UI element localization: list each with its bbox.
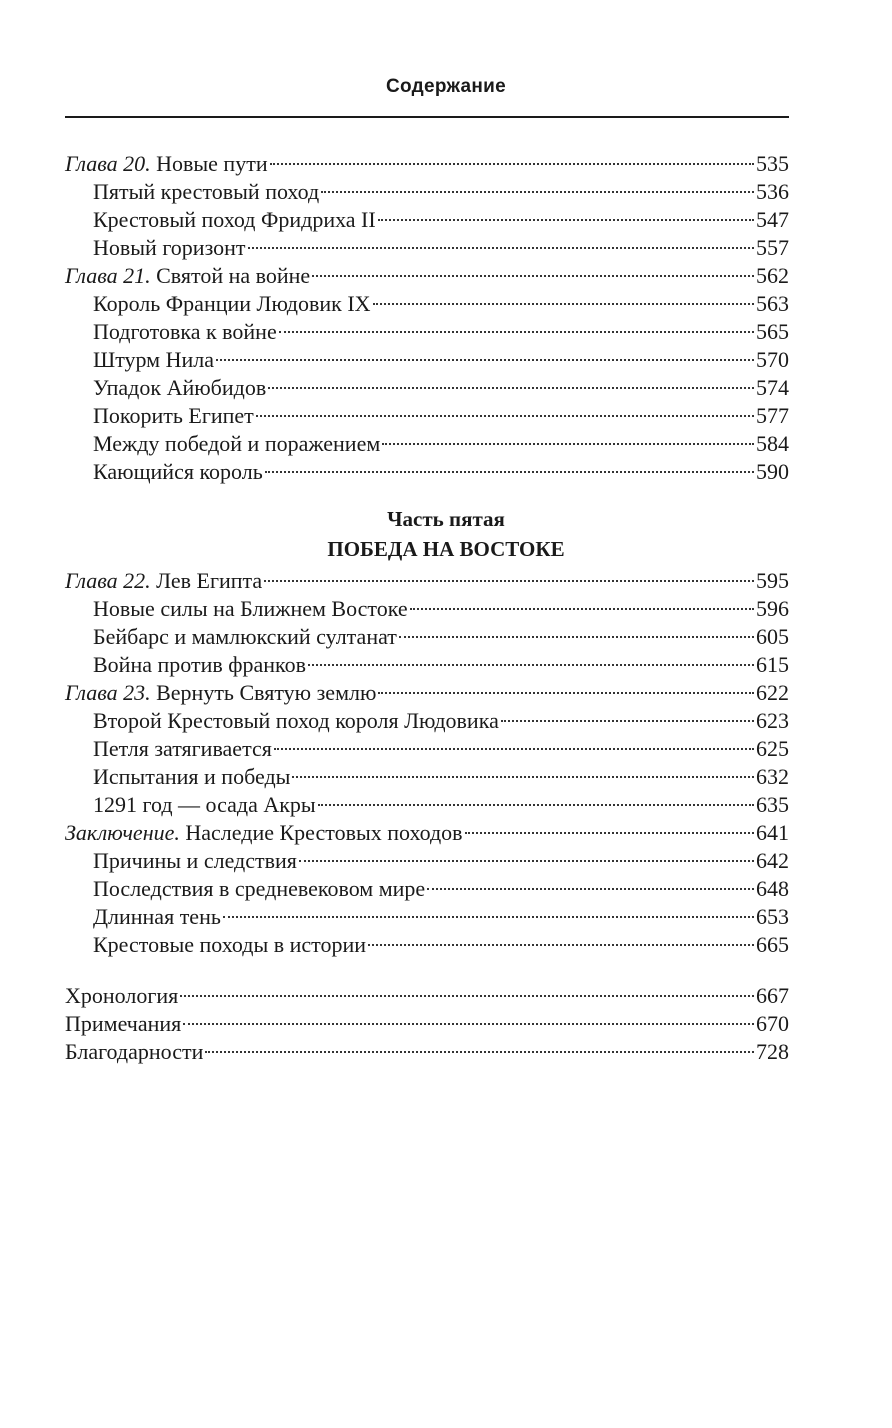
toc-entry-title bbox=[93, 931, 366, 959]
toc-entry-title bbox=[65, 679, 376, 707]
toc-entry[interactable] bbox=[65, 234, 789, 262]
toc-entry-text: Причины и следствия bbox=[93, 848, 297, 873]
toc-entry[interactable] bbox=[65, 595, 789, 623]
toc-entry[interactable] bbox=[65, 763, 789, 791]
toc-entry-title bbox=[93, 402, 254, 430]
toc-entry-text: 1291 год — осада Акры bbox=[93, 792, 316, 817]
toc-entry-title bbox=[65, 262, 310, 290]
dot-leader bbox=[308, 664, 754, 666]
toc-entry[interactable] bbox=[65, 346, 789, 374]
toc-chapter-entry[interactable] bbox=[65, 262, 789, 290]
toc-entry[interactable] bbox=[65, 206, 789, 234]
toc-entry-title bbox=[93, 875, 425, 903]
toc-entry-title bbox=[93, 791, 316, 819]
dot-leader bbox=[378, 692, 754, 694]
toc-entry[interactable] bbox=[65, 1038, 789, 1066]
toc-page-number: 665 bbox=[756, 932, 789, 957]
toc-section-1 bbox=[65, 150, 789, 486]
toc-entry-title bbox=[93, 318, 277, 346]
toc-entry-text: Вернуть Святую землю bbox=[156, 680, 377, 705]
toc-page-number: 536 bbox=[756, 179, 789, 204]
toc-entry-text: Между победой и поражением bbox=[93, 431, 381, 456]
toc-entry-title bbox=[93, 735, 272, 763]
dot-leader bbox=[382, 443, 754, 445]
toc-entry-text: Король Франции Людовик IX bbox=[93, 291, 371, 316]
toc-entry-text: Примечания bbox=[65, 1011, 182, 1036]
toc-page-number: 590 bbox=[756, 459, 789, 484]
toc-entry-text: Последствия в средневековом мире bbox=[93, 876, 426, 901]
toc-page-number: 728 bbox=[756, 1039, 789, 1064]
toc-page-number: 570 bbox=[756, 347, 789, 372]
dot-leader bbox=[274, 748, 754, 750]
toc-entry-text: Подготовка к войне bbox=[93, 319, 277, 344]
toc-entry[interactable] bbox=[65, 735, 789, 763]
toc-page-number: 648 bbox=[756, 876, 789, 901]
toc-entry[interactable] bbox=[65, 458, 789, 486]
toc-entry-text: Штурм Нила bbox=[93, 347, 215, 372]
toc-page-number: 577 bbox=[756, 403, 789, 428]
toc-entry[interactable] bbox=[65, 374, 789, 402]
toc-entry[interactable] bbox=[65, 791, 789, 819]
toc-entry[interactable] bbox=[65, 707, 789, 735]
toc-entry-title bbox=[93, 430, 380, 458]
toc-entry-text: Испытания и победы bbox=[93, 764, 291, 789]
toc-page-number: 557 bbox=[756, 235, 789, 260]
dot-leader bbox=[264, 580, 754, 582]
toc-chapter-entry[interactable] bbox=[65, 150, 789, 178]
dot-leader bbox=[270, 163, 754, 165]
dot-leader bbox=[501, 720, 754, 722]
dot-leader bbox=[292, 776, 754, 778]
toc-page-number: 642 bbox=[756, 848, 789, 873]
toc-entry-title bbox=[65, 567, 262, 595]
toc-entry-text: Второй Крестовый поход короля Людовика bbox=[93, 708, 499, 733]
toc-entry-text: Покорить Египет bbox=[93, 403, 254, 428]
toc-entry-prefix: Заключение. bbox=[65, 820, 180, 845]
toc-page-number: 565 bbox=[756, 319, 789, 344]
toc-page-number: 562 bbox=[756, 263, 789, 288]
toc-page-number: 625 bbox=[756, 736, 789, 761]
toc-entry-text: Кающийся король bbox=[93, 459, 263, 484]
header-rule bbox=[65, 116, 789, 118]
toc-entry-title bbox=[93, 903, 221, 931]
dot-leader bbox=[318, 804, 754, 806]
toc-page-number: 535 bbox=[756, 151, 789, 176]
toc-page-number: 595 bbox=[756, 568, 789, 593]
dot-leader bbox=[465, 832, 754, 834]
toc-entry[interactable] bbox=[65, 847, 789, 875]
toc-page-number: 563 bbox=[756, 291, 789, 316]
toc-section-3 bbox=[65, 982, 789, 1066]
dot-leader bbox=[312, 275, 754, 277]
toc-entry-title bbox=[93, 623, 397, 651]
toc-entry-text: Крестовый поход Фридриха II bbox=[93, 207, 376, 232]
toc-entry-title bbox=[93, 847, 297, 875]
toc-entry-text: Война против франков bbox=[93, 652, 306, 677]
dot-leader bbox=[321, 191, 754, 193]
toc-entry-title bbox=[65, 1010, 181, 1038]
dot-leader bbox=[248, 247, 754, 249]
toc-entry-text: Бейбарс и мамлюкский султанат bbox=[93, 624, 397, 649]
toc-entry-text: Благодарности bbox=[65, 1039, 204, 1064]
toc-entry-text: Новые пути bbox=[156, 151, 268, 176]
toc-entry-prefix: Глава 21. bbox=[65, 263, 151, 288]
toc-entry-title bbox=[93, 595, 408, 623]
toc-entry[interactable] bbox=[65, 402, 789, 430]
toc-entry-text: Упадок Айюбидов bbox=[93, 375, 267, 400]
toc-entry-title bbox=[93, 346, 214, 374]
toc-page-number: 641 bbox=[756, 820, 789, 845]
dot-leader bbox=[216, 359, 754, 361]
dot-leader bbox=[373, 303, 754, 305]
toc-entry-prefix: Глава 23. bbox=[65, 680, 151, 705]
toc-entry[interactable] bbox=[65, 1010, 789, 1038]
toc-entry[interactable] bbox=[65, 903, 789, 931]
toc-section-2 bbox=[65, 567, 789, 959]
dot-leader bbox=[279, 331, 754, 333]
toc-entry-prefix: Глава 22. bbox=[65, 568, 151, 593]
page-header: Содержание bbox=[385, 76, 507, 97]
toc-page-number: 584 bbox=[756, 431, 789, 456]
toc-entry-title bbox=[93, 290, 371, 318]
toc-page-number: 605 bbox=[756, 624, 789, 649]
toc-entry-title bbox=[93, 651, 306, 679]
dot-leader bbox=[410, 608, 754, 610]
toc-chapter-entry[interactable] bbox=[65, 819, 789, 847]
toc-entry[interactable] bbox=[65, 982, 789, 1010]
toc-entry[interactable] bbox=[65, 623, 789, 651]
toc-page-number: 574 bbox=[756, 375, 789, 400]
dot-leader bbox=[299, 860, 754, 862]
toc-entry[interactable] bbox=[65, 430, 789, 458]
toc-entry-title bbox=[93, 178, 319, 206]
toc-page-number: 632 bbox=[756, 764, 789, 789]
toc-entry-text: Новый горизонт bbox=[93, 235, 246, 260]
toc-entry-text: Новые силы на Ближнем Востоке bbox=[93, 596, 408, 621]
dot-leader bbox=[368, 944, 754, 946]
dot-leader bbox=[183, 1023, 754, 1025]
dot-leader bbox=[378, 219, 754, 221]
toc-entry-text: Длинная тень bbox=[93, 904, 221, 929]
toc-entry[interactable] bbox=[65, 931, 789, 959]
toc-entry-title bbox=[93, 707, 499, 735]
toc-entry-prefix: Глава 20. bbox=[65, 151, 151, 176]
toc-entry-text: Наследие Крестовых походов bbox=[185, 820, 463, 845]
toc-chapter-entry[interactable] bbox=[65, 679, 789, 707]
toc-entry-title bbox=[93, 206, 376, 234]
toc-entry-text: Святой на войне bbox=[156, 263, 311, 288]
toc-entry[interactable] bbox=[65, 651, 789, 679]
toc-page-number: 615 bbox=[756, 652, 789, 677]
toc-entry-title bbox=[65, 1038, 203, 1066]
toc-page-number: 596 bbox=[756, 596, 789, 621]
toc-entry-text: Лев Египта bbox=[156, 568, 263, 593]
toc-page-number: 622 bbox=[756, 680, 789, 705]
toc-entry-title bbox=[93, 458, 263, 486]
toc-entry-title bbox=[93, 763, 290, 791]
toc-entry[interactable] bbox=[65, 290, 789, 318]
toc-page-number: 635 bbox=[756, 792, 789, 817]
toc-page-number: 547 bbox=[756, 207, 789, 232]
part-title: ПОБЕДА НА ВОСТОКЕ bbox=[327, 537, 565, 561]
toc-entry-title bbox=[65, 819, 463, 847]
toc-entry[interactable] bbox=[65, 875, 789, 903]
dot-leader bbox=[223, 916, 754, 918]
toc-entry-title bbox=[65, 982, 178, 1010]
toc-entry[interactable] bbox=[65, 178, 789, 206]
toc-entry-text: Хронология bbox=[65, 983, 179, 1008]
toc-page-number: 670 bbox=[756, 1011, 789, 1036]
dot-leader bbox=[427, 888, 754, 890]
toc-entry[interactable] bbox=[65, 318, 789, 346]
toc-entry-title bbox=[93, 374, 266, 402]
dot-leader bbox=[256, 415, 754, 417]
toc-entry-text: Пятый крестовый поход bbox=[93, 179, 320, 204]
dot-leader bbox=[180, 995, 754, 997]
toc-entry-text: Крестовые походы в истории bbox=[93, 932, 367, 957]
dot-leader bbox=[205, 1051, 754, 1053]
toc-page-number: 653 bbox=[756, 904, 789, 929]
toc-entry-title bbox=[65, 150, 268, 178]
toc-entry-text: Петля затягивается bbox=[93, 736, 272, 761]
toc-page-number: 667 bbox=[756, 983, 789, 1008]
dot-leader bbox=[265, 471, 754, 473]
toc-page-number: 623 bbox=[756, 708, 789, 733]
toc-entry-title bbox=[93, 234, 246, 262]
dot-leader bbox=[399, 636, 754, 638]
part-label: Часть пятая bbox=[387, 507, 505, 531]
toc-chapter-entry[interactable] bbox=[65, 567, 789, 595]
dot-leader bbox=[268, 387, 754, 389]
